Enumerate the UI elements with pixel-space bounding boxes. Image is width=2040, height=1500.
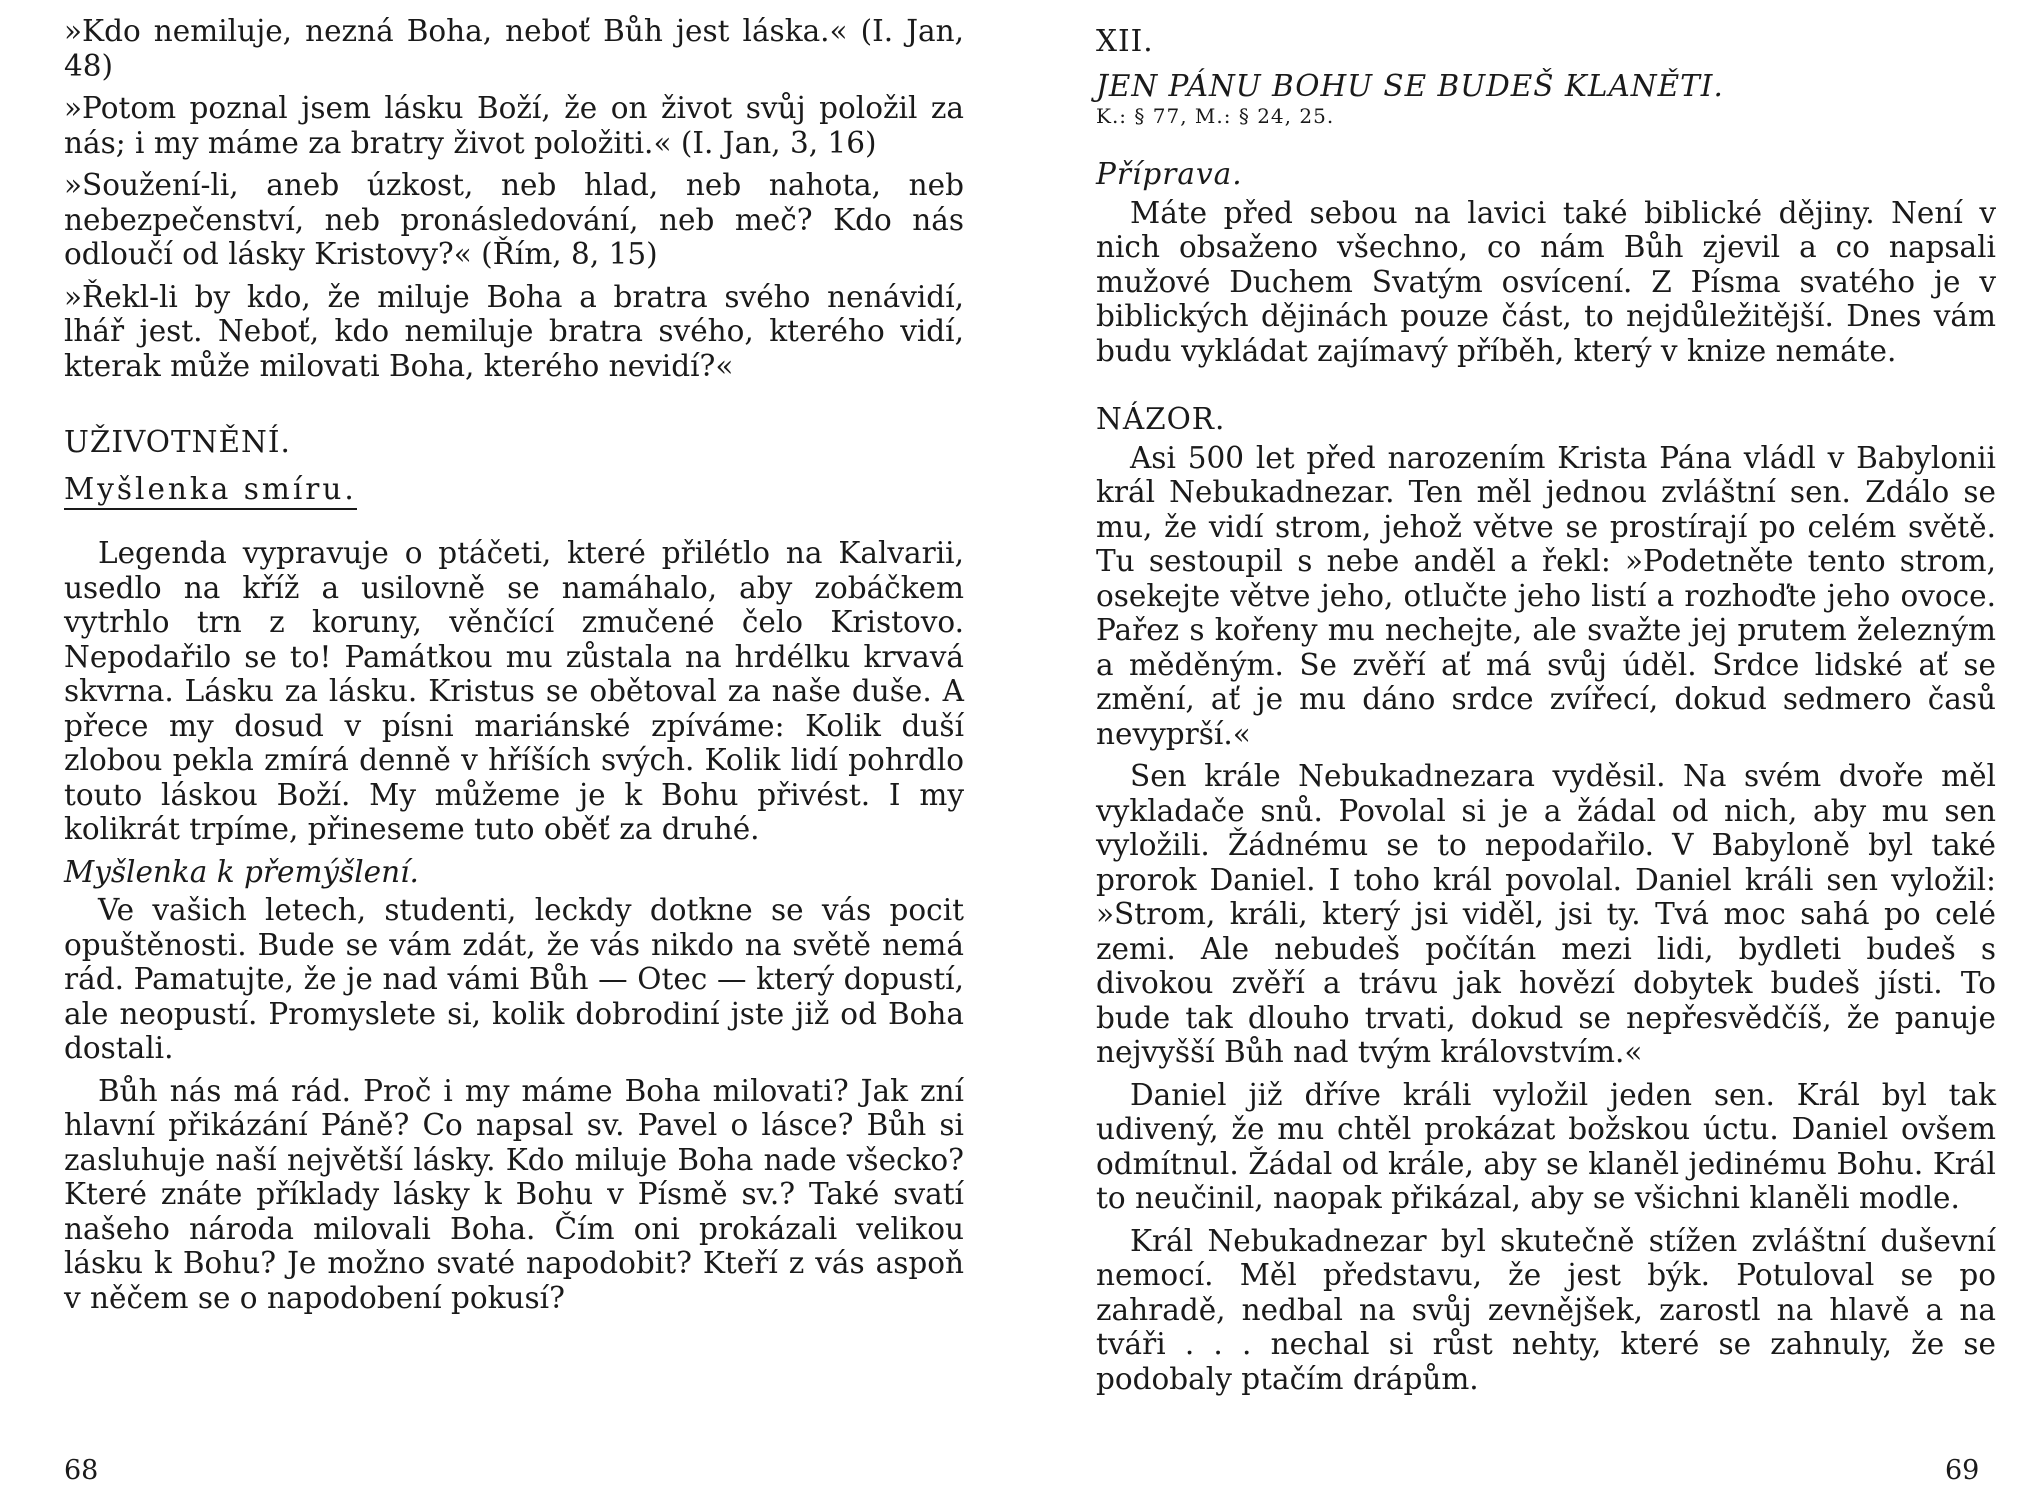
reflection-label: Myšlenka k přemýšlení.: [64, 854, 419, 889]
page-number-right: 69: [1945, 1455, 1980, 1486]
preparation-paragraph: Máte před sebou na lavici také biblické dějiny. Není v nich obsaženo všechno, co nám Bůh zjevil a co napsali mužové Duchem Svatým osvícení. Z Písma svatého je v biblických dějinách pouze část, to nejdůležitější. Dnes vám budu vykládat zajímavý příběh, který v knize nemáte.: [1096, 195, 1996, 368]
story-paragraph-2: Sen krále Nebukadnezara vyděsil. Na svém dvoře měl vykladače snů. Povolal si je a žádal od nich, aby mu sen vyložili. Žádnému se to nepodařilo. V Babyloně byl také prorok Daniel. I toho král povolal. Daniel králi sen vyložil: »Strom, králi, který jsi viděl, jsi ty. Tvá moc sahá po celé zemi. Ale nebudeš počítán mezi lidi, bydleti budeš s divokou zvěří a trávu jak hovězí dobytek budeš jísti. To bude tak dlouho trvati, dokud se nepřesvědčíš, že panuje nejvyšší Bůh nad tvým královstvím.«: [1096, 759, 1996, 1069]
right-text-column: [1096, 24, 1996, 1404]
section-subheading: Myšlenka smíru.: [64, 472, 357, 511]
chapter-title: JEN PÁNU BOHU SE BUDEŠ KLANĚTI.: [1096, 68, 1724, 103]
quote-4: »Řekl-li by kdo, že miluje Boha a bratra svého nenávidí, lhář jest. Neboť, kdo nemiluje bratra svého, kterého vidí, kterak může milovati Boha, kterého nevidí?«: [64, 279, 964, 383]
legend-paragraph: Legenda vypravuje o ptáčeti, které přilétlo na Kalvarii, usedlo na kříž a usilovně se namáhalo, aby zobáčkem vytrhlo trn z koruny, věnčící zmučené čelo Kristovo. Nepodařilo se to! Památkou mu zůstala na hrdélku krvavá skvrna. Lásku za lásku. Kristus se obětoval za naše duše. A přece my dosud v písni mariánské zpíváme: Kolik duší zlobou pekla zmírá denně v hříších svých. Kolik lidí pohrdlo touto láskou Boží. My můžeme je k Bohu přivést. I my kolikrát trpíme, přineseme tuto oběť za druhé.: [64, 536, 964, 846]
left-text-column: [64, 14, 964, 1323]
quote-2: »Potom poznal jsem lásku Boží, že on život svůj položil za nás; i my máme za bratry život položiti.« (I. Jan, 3, 16): [64, 91, 964, 160]
right-page: [1040, 0, 2000, 1500]
chapter-references: K.: § 77, M.: § 24, 25.: [1096, 104, 1335, 128]
section-heading: UŽIVOTNĚNÍ.: [64, 425, 291, 459]
quote-3: »Soužení-li, aneb úzkost, neb hlad, neb nahota, neb nebezpečenství, neb pronásledování, neb meč? Kdo nás odloučí od lásky Kristovy?« (Řím, 8, 15): [64, 168, 964, 271]
reflection-paragraph: Ve vašich letech, studenti, leckdy dotkne se vás pocit opuštěnosti. Bude se vám zdát, že vás nikdo na světě nemá rád. Pamatujte, že je nad vámi Bůh — Otec — který dopustí, ale neopustí. Promyslete si, kolik dobrodiní jste již od Boha dostali.: [64, 893, 964, 1065]
chapter-number: XII.: [1096, 24, 1154, 58]
story-paragraph-1: Asi 500 let před narozením Krista Pána vládl v Babylonii král Nebukadnezar. Ten měl jednou zvláštní sen. Zdálo se mu, že vidí strom, jehož větve se prostírají po celém světě. Tu sestoupil s nebe anděl a řekl: »Podetněte tento strom, osekejte větve jeho, otlučte jeho listí a rozhoďte jeho ovoce. Pařez s kořeny mu nechejte, ale svažte jej prutem železným a měděným. Se zvěří ať má svůj úděl. Srdce lidské ať se změní, ať je mu dáno srdce zvířecí, dokud sedmero časů nevyprší.«: [1096, 440, 1996, 751]
page-number-left: 68: [64, 1455, 99, 1486]
quote-1: »Kdo nemiluje, nezná Boha, neboť Bůh jest láska.« (I. Jan, 48): [64, 14, 964, 83]
preparation-label: Příprava.: [1096, 157, 1243, 191]
left-page: [0, 0, 964, 1500]
story-paragraph-3: Daniel již dříve králi vyložil jeden sen. Král byl tak udivený, že mu chtěl prokázat božskou úctu. Daniel ovšem odmítnul. Žádal od krále, aby se klaněl jedinému Bohu. Král to neučinil, naopak přikázal, aby se všichni klaněli modle.: [1096, 1077, 1996, 1215]
nazor-label: NÁZOR.: [1096, 402, 1226, 436]
questions-paragraph: Bůh nás má rád. Proč i my máme Boha milovati? Jak zní hlavní přikázání Páně? Co napsal sv. Pavel o lásce? Bůh si zasluhuje naší největší lásky. Kdo miluje Boha nade všecko? Které znáte příklady lásky k Bohu v Písmě sv.? Také svatí našeho národa milovali Boha. Čím oni prokázali velikou lásku k Bohu? Je možno svaté napodobit? Kteří z vás aspoň v něčem se o napodobení pokusí?: [64, 1073, 964, 1315]
story-paragraph-4: Král Nebukadnezar byl skutečně stížen zvláštní duševní nemocí. Měl představu, že jest býk. Potuloval se po zahradě, nedbal na svůj zevnějšek, zarostl na hlavě a na tváři . . . nechal si růst nehty, které se zahnuly, že se podobaly ptačím drápům.: [1096, 1223, 1996, 1396]
